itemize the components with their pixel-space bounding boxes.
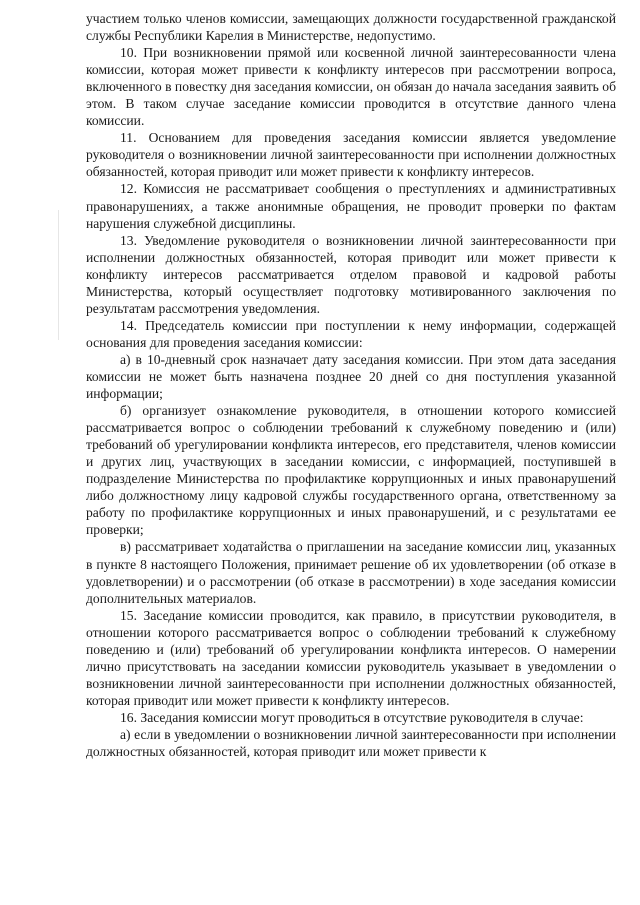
paragraph-14-a: а) в 10-дневный срок назначает дату заседания комиссии. При этом дата заседания комиссии не может быть назначена позднее 20 дней со дня поступления указанной информации; (86, 351, 616, 402)
paragraph-15: 15. Заседание комиссии проводится, как правило, в присутствии руководителя, в отношении которого рассматривается вопрос о соблюдении требований к служебному поведению и (или) требований об урегулировании конфликта интересов. О намерении лично присутствовать на заседании комиссии руководитель указывает в уведомлении о возникновении личной заинтересованности при исполнении должностных обязанностей, которая приводит или может привести к конфликту интересов. (86, 607, 616, 708)
paragraph-14-c: в) рассматривает ходатайства о приглашении на заседание комиссии лиц, указанных в пункте 8 настоящего Положения, принимает решение об их удовлетворении (об отказе в удовлетворении) и о рассмотрении (об отказе в рассмотрении) в ходе заседания комиссии дополнительных материалов. (86, 539, 616, 606)
paragraph-16: 16. Заседания комиссии могут проводиться в отсутствие руководителя в случае: (120, 709, 584, 725)
paragraph-10: 10. При возникновении прямой или косвенной личной заинтересованности члена комиссии, которая может привести к конфликту интересов при рассмотрении вопроса, включенного в повестку дня заседания комиссии, он обязан до начала заседания заявить об этом. В таком случае заседание комиссии проводится в отсутствие данного члена комиссии. (86, 45, 616, 129)
paragraph-11: 11. Основанием для проведения заседания комиссии является уведомление руководителя о возникновении личной заинтересованности при исполнении должностных обязанностей, которая приводит или может привести к конфликту интересов. (86, 130, 616, 180)
scan-margin-line (58, 210, 59, 340)
paragraph-13: 13. Уведомление руководителя о возникновении личной заинтересованности при исполнении должностных обязанностей, которая приводит или может привести к конфликту интересов рассматривается отделом правовой и кадровой работы Министерства, который осуществляет подготовку мотивированного заключения по результатам рассмотрения уведомления. (86, 232, 616, 316)
paragraph-14-b: б) организует ознакомление руководителя, в отношении которого комиссией рассматривается вопрос о соблюдении требований к служебному поведению и (или) требований об урегулировании конфликта интересов, его представителя, членов комиссии и других лиц, участвующих в заседании комиссии, с информацией, поступившей в подразделение Министерства по профилактике коррупционных и иных правонарушений либо должностному лицу кадровой службы государственного органа, ответственному за работу по профилактике коррупционных и иных правонарушений, и с результатами ее проверки; (86, 403, 616, 538)
paragraph-14: 14. Председатель комиссии при поступлении к нему информации, содержащей основания для проведения заседания комиссии: (86, 317, 616, 350)
paragraph-9-continuation: участием только членов комиссии, замещающих должности государственной гражданской службы Республики Карелия в Министерстве, недопустимо. (86, 11, 616, 44)
paragraph-16-a: а) если в уведомлении о возникновении личной заинтересованности при исполнении должностных обязанностей, которая приводит или может привести к (86, 726, 616, 760)
document-body (86, 10, 616, 760)
paragraph-12: 12. Комиссия не рассматривает сообщения о преступлениях и административных правонарушениях, а также анонимные обращения, не проводит проверки по фактам нарушения служебной дисциплины. (86, 181, 616, 231)
